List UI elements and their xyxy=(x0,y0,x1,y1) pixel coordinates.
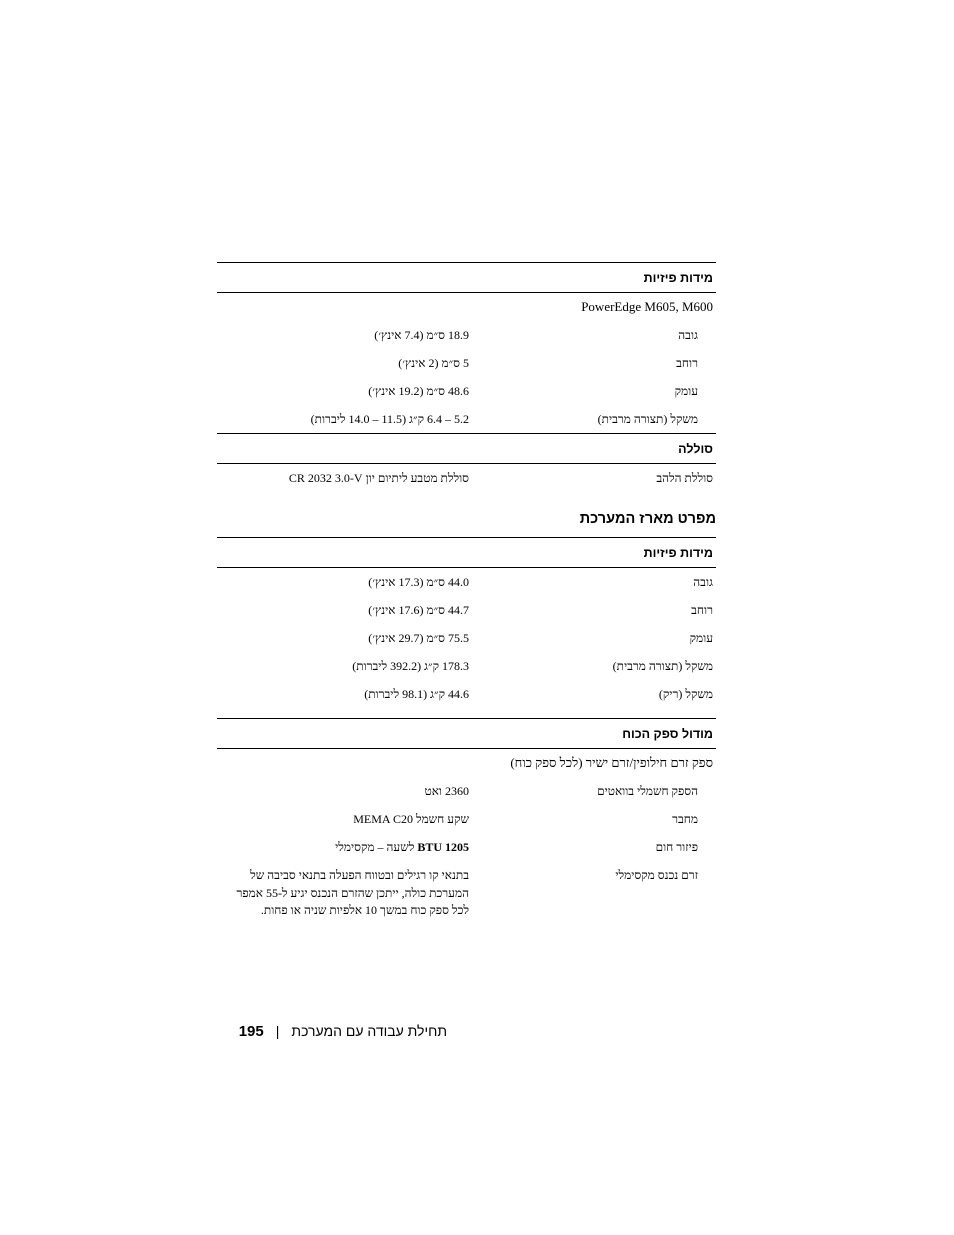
spec-value: 18.9 ס״מ (7.4 אינץ׳) xyxy=(374,328,469,342)
spec-label: עומק xyxy=(674,384,698,398)
spec-row xyxy=(217,464,716,492)
section-heading-physical: מידות פיזיות xyxy=(643,271,713,285)
spec-label: משקל (תצורה מרבית) xyxy=(612,659,713,673)
spec-value: בתנאי קו רגילים ובטווח הפעלה בתנאי סביבה של המערכת כולה, ייתכן שהזרם הנכנס יגיע ל-55 אמפר לכל ספק כוח במשך 10 אלפיות שניה או פחות. xyxy=(236,868,469,917)
spec-row xyxy=(217,805,716,833)
footer-title: תחילת עבודה עם המערכת xyxy=(291,1023,447,1039)
spec-label: משקל (תצורה מרבית) xyxy=(597,412,698,426)
section-heading-physical: מידות פיזיות xyxy=(643,546,713,560)
main-title: מפרט מארז המערכת xyxy=(579,511,716,527)
page-number: 195 xyxy=(238,1022,264,1040)
spec-label: משקל (ריק) xyxy=(658,687,713,701)
spec-value: סוללת מטבע ליתיום יון CR 2032 3.0-V xyxy=(288,471,469,485)
spec-value: 2360 ואט xyxy=(424,784,469,798)
spec-label: מחבר xyxy=(672,812,698,826)
spec-value: שקע חשמל MEMA C20 xyxy=(353,812,469,826)
spec-label: גובה xyxy=(693,575,713,589)
spec-row xyxy=(217,624,716,652)
spec-value: 44.0 ס״מ (17.3 אינץ׳) xyxy=(368,575,469,589)
spec-row xyxy=(217,833,716,861)
spec-value: 75.5 ס״מ (29.7 אינץ׳) xyxy=(368,631,469,645)
psu-subheading: ספק זרם חילופין/זרם ישיר (לכל ספק כוח) xyxy=(510,755,713,770)
spec-row xyxy=(217,680,716,708)
spec-row xyxy=(217,349,716,377)
spec-value: 48.6 ס״מ (19.2 אינץ׳) xyxy=(368,384,469,398)
spec-row xyxy=(217,568,716,596)
section-heading-psu: מודול ספק הכוח xyxy=(622,727,713,741)
spec-label: רוחב xyxy=(676,356,698,370)
spec-value: 5 ס״מ (2 אינץ׳) xyxy=(398,356,469,370)
spec-label: הספק חשמלי בוואטים xyxy=(597,784,698,798)
spec-value: 178.3 ק״ג (392.2 ליברות) xyxy=(352,659,469,673)
spec-value: 1205 BTU לשעה – מקסימלי xyxy=(335,840,469,854)
spec-value: 44.6 ק״ג (98.1 ליברות) xyxy=(364,687,469,701)
model-name: PowerEdge M605, M600 xyxy=(581,299,713,314)
spec-row xyxy=(217,321,716,349)
spec-row xyxy=(217,405,716,433)
page-footer xyxy=(217,1019,447,1043)
spec-label: סוללת הלהב xyxy=(656,471,713,485)
spec-label: רוחב xyxy=(691,603,713,617)
spec-row xyxy=(217,777,716,805)
spec-row xyxy=(217,652,716,680)
spec-row xyxy=(217,377,716,405)
spec-value: 5.2 – 6.4 ק״ג (11.5 – 14.0 ליברות) xyxy=(310,412,469,426)
spec-row xyxy=(217,596,716,624)
spec-value: 44.7 ס״מ (17.6 אינץ׳) xyxy=(368,603,469,617)
section-heading-battery: סוללה xyxy=(678,442,713,456)
spec-label: זרם נכנס מקסימלי xyxy=(615,868,698,882)
footer-separator: | xyxy=(275,1023,280,1039)
spec-page-content xyxy=(217,262,716,920)
spec-label: גובה xyxy=(678,328,698,342)
spec-label: עומק xyxy=(689,631,713,645)
spec-label: פיזור חום xyxy=(655,840,698,854)
spec-row xyxy=(217,861,716,920)
